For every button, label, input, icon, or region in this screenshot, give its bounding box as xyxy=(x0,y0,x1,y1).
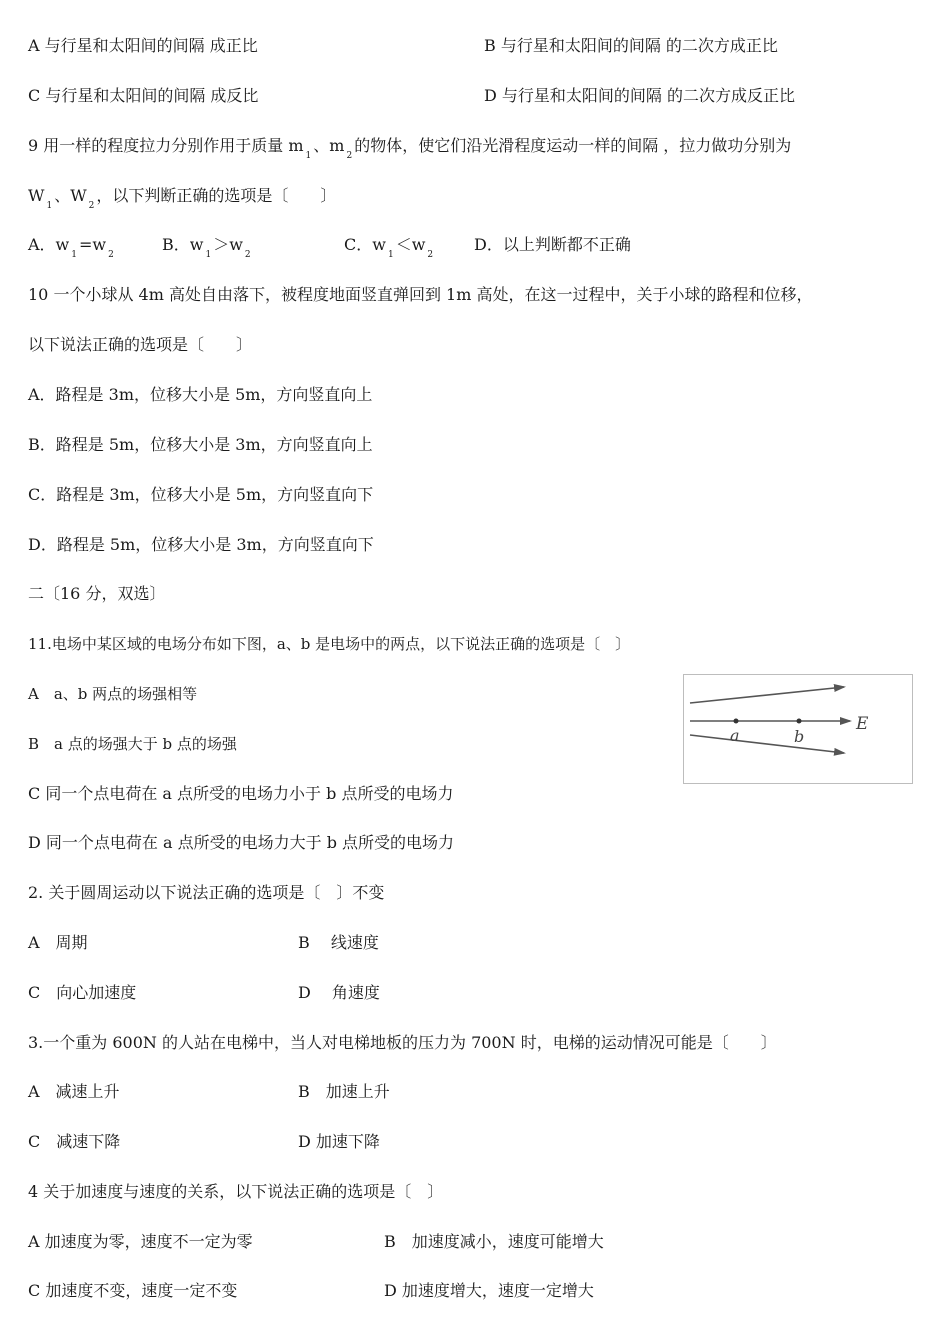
q10-option-b: B．路程是 5m，位移大小是 3m，方向竖直向上 xyxy=(28,435,373,454)
q9-stem-line2 xyxy=(28,186,336,216)
q4-option-c: C 加速度不变，速度一定不变 xyxy=(28,1281,238,1300)
q3-option-c: C 减速下降 xyxy=(28,1132,121,1151)
q11-option-c: C 同一个点电荷在 a 点所受的电场力小于 b 点所受的电场力 xyxy=(28,784,454,803)
q11-option-d: D 同一个点电荷在 a 点所受的电场力大于 b 点所受的电场力 xyxy=(28,833,455,852)
q9-subscript-1: 1 xyxy=(305,151,312,161)
q9-stem-text-1: 9 用一样的程度拉力分别作用于质量 m xyxy=(28,136,304,155)
q2-stem: 2. 关于圆周运动以下说法正确的选项是〔 〕不变 xyxy=(28,883,385,902)
q2-option-d: D 角速度 xyxy=(298,983,380,1002)
q9-w-text-3: ，以下判断正确的选项是〔 〕 xyxy=(96,186,337,205)
q10-stem-line2: 以下说法正确的选项是〔 〕 xyxy=(28,335,253,354)
q9-w-subscript-2: 2 xyxy=(88,201,95,211)
section-2-heading: 二〔16 分，双选〕 xyxy=(28,584,166,603)
q4-option-d: D 加速度增大，速度一定增大 xyxy=(384,1281,594,1300)
q8-option-b: B 与行星和太阳间的间隔 的二次方成正比 xyxy=(484,36,778,55)
field-line-bottom xyxy=(690,735,844,753)
q8-option-a: A 与行星和太阳间的间隔 成正比 xyxy=(28,36,258,55)
q8-option-c: C 与行星和太阳间的间隔 成反比 xyxy=(28,86,259,105)
q9-options xyxy=(28,235,116,265)
electric-field-diagram xyxy=(684,675,912,783)
q9-w-subscript-1: 1 xyxy=(46,201,53,211)
q11-option-b: B a 点的场强大于 b 点的场强 xyxy=(28,735,237,753)
q2-option-c: C 向心加速度 xyxy=(28,983,137,1002)
q9-stem-text-3: 的物体，使它们沿光滑程度运动一样的间隔 ，拉力做功分别为 xyxy=(354,136,792,155)
q3-option-b: B 加速上升 xyxy=(298,1082,390,1101)
point-b-label: b xyxy=(794,727,805,746)
q10-option-d: D．路程是 5m，位移大小是 3m，方向竖直向下 xyxy=(28,535,374,554)
q9-option-a: A．$w_1=w_2$ xyxy=(28,235,114,260)
q2-option-a: A 周期 xyxy=(28,933,88,952)
q9-w-text: W xyxy=(28,186,45,205)
q10-stem-line1: 10 一个小球从 4m 高处自由落下，被程度地面竖直弹回到 1m 高处，在这一过程中，关于小球的路程和位移， xyxy=(28,285,813,304)
q9-option-d: D．以上判断都不正确 xyxy=(474,235,631,254)
q10-option-a: A．路程是 3m，位移大小是 5m，方向竖直向上 xyxy=(28,385,373,404)
q9-stem xyxy=(28,136,791,166)
q9-w-text-2: 、W xyxy=(54,186,87,205)
q8-option-d: D 与行星和太阳间的间隔 的二次方成反正比 xyxy=(484,86,796,105)
q3-option-d: D 加速下降 xyxy=(298,1132,380,1151)
q9-option-c: C．$w_1<w_2$ xyxy=(344,235,434,260)
q9-subscript-2: 2 xyxy=(346,151,353,161)
q4-stem: 4 关于加速度与速度的关系，以下说法正确的选项是〔 〕 xyxy=(28,1182,444,1201)
q3-stem: 3.一个重为 600N 的人站在电梯中，当人对电梯地板的压力为 700N 时，电梯的运动情况可能是〔 〕 xyxy=(28,1033,777,1052)
field-line-top xyxy=(690,687,844,703)
q2-option-b: B 线速度 xyxy=(298,933,379,952)
point-a-dot xyxy=(734,719,739,724)
field-e-label: E xyxy=(856,714,869,734)
q9-option-b: B．$w_1>w_2$ xyxy=(162,235,251,260)
point-b-dot xyxy=(797,719,802,724)
q3-option-a: A 减速上升 xyxy=(28,1082,120,1101)
q4-option-b: B 加速度减小，速度可能增大 xyxy=(384,1232,604,1251)
electric-field-figure xyxy=(683,674,913,784)
point-a-label: a xyxy=(730,726,740,745)
q9-stem-text-2: 、m xyxy=(313,136,345,155)
q11-stem: 11.电场中某区域的电场分布如下图，a、b 是电场中的两点，以下说法正确的选项是〔 〕 xyxy=(28,635,631,653)
q11-option-a: A a、b 两点的场强相等 xyxy=(28,685,198,703)
q4-option-a: A 加速度为零，速度不一定为零 xyxy=(28,1232,253,1251)
q10-option-c: C．路程是 3m，位移大小是 5m，方向竖直向下 xyxy=(28,485,374,504)
